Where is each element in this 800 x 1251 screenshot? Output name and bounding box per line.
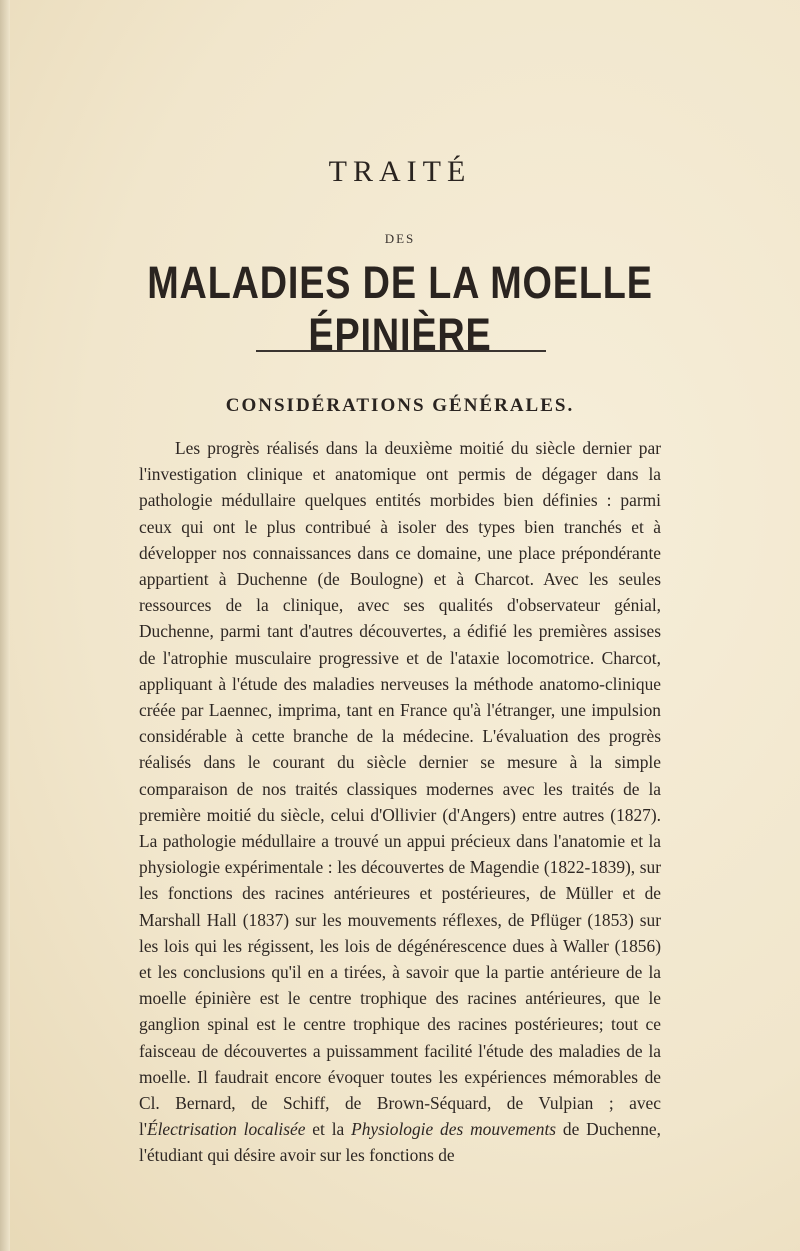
body-text-part1: Les progrès réalisés dans la deuxième moitié du siècle dernier par l'investigation clinique et anatomique ont permis de dégager dans la pathologie médullaire quelques entités morbides bien définies : parmi ceux qui ont le plus contribué à isoler des types bien tranchés et à développer nos connaissances dans ce domaine, une place prépondérante appartient à Duchenne (de Boulogne) et à Charcot. Avec les seules ressources de la clinique, avec ses qualités d'observateur génial, Duchenne, parmi tant d'autres découvertes, a édifié les premières assises de l'atrophie musculaire progressive et de l'ataxie locomotrice. Charcot, appliquant à l'étude des maladies nerveuses la méthode anatomo-clinique créée par Laennec, imprima, tant en France qu'à l'étranger, une impulsion considérable à cette branche de la médecine. L'évaluation des progrès réalisés dans le courant du siècle dernier se mesure à la simple comparaison de nos traités classiques modernes avec les traités de la première moitié du siècle, celui d'Ollivier (d'Angers) entre autres (1827). La pathologie médullaire a trouvé un appui précieux dans l'anatomie et la physiologie expérimentale : les découvertes de Magendie (1822-1839), sur les fonctions des racines antérieures et postérieures, de Müller et de Marshall Hall (1837) sur les mouvements réflexes, de Pflüger (1853) sur les lois qui les régissent, les lois de dégénérescence dues à Waller (1856) et les conclusions qu'il en a tirées, à savoir que la partie antérieure de la moelle épinière est le centre trophique des racines antérieures, que le ganglion spinal est le centre trophique des racines postérieures; tout ce faisceau de découvertes a puissamment facilité l'étude des maladies de la moelle. Il faudrait encore évoquer toutes les expériences mémorables de Cl. Bernard, de Schiff, de Brown-Séquard, de Vulpian ; avec l' <box>139 438 661 1140</box>
title-divider <box>256 350 546 352</box>
body-paragraph <box>139 435 661 1169</box>
body-text-part2: et la <box>305 1119 352 1140</box>
page-subtitle-des: DES <box>384 231 416 246</box>
body-italic-electrisation: Électrisation localisée <box>146 1119 306 1140</box>
section-heading: CONSIDÉRATIONS GÉNÉRALES. <box>225 395 575 416</box>
body-text-part3: de Duchenne, l'étudiant qui désire avoir sur les fonctions de <box>139 1119 661 1166</box>
paragraph <box>139 435 661 1169</box>
page-main-title: MALADIES DE LA MOELLE ÉPINIÈRE <box>147 257 653 360</box>
page-title-traite: TRAITÉ <box>328 155 472 188</box>
body-italic-physiologie: Physiologie des mouvements <box>351 1119 557 1140</box>
